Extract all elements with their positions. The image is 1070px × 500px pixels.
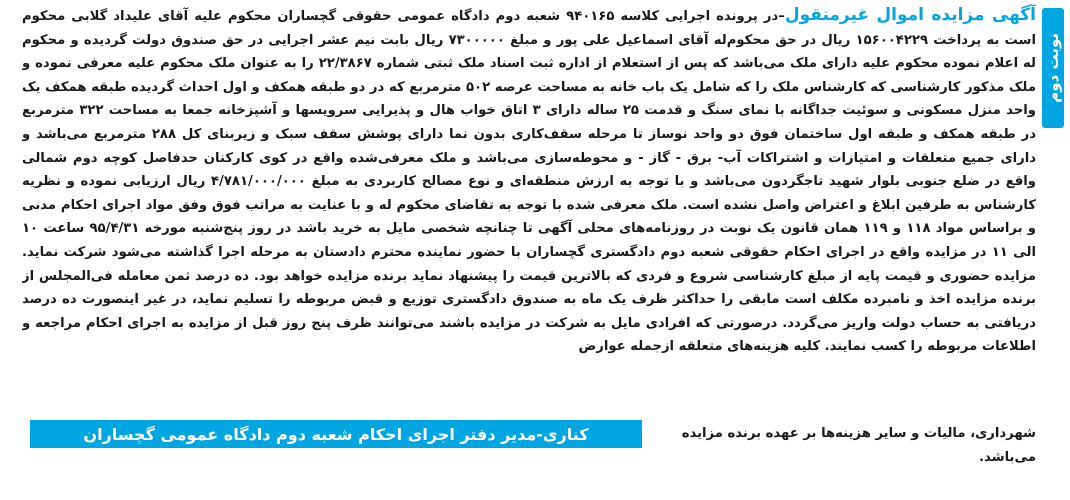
- edition-tab-label: نوبت دوم: [1044, 33, 1062, 103]
- notice-title: آگهی مزایده اموال غیرمنقول: [784, 5, 1036, 25]
- signature-bar: [30, 420, 642, 448]
- notice-body-text: –در پرونده اجرایی کلاسه ۹۴۰۱۶۵ شعبه دوم دادگاه عمومی حقوقی گچساران محکوم علیه آقای علیداد گلابی محکوم است به پرداخت ۱۵۶۰۰۴۲۲۹ ریال در حق محکوم‌له آقای اسماعیل علی پور و مبلغ ۷۳۰۰۰۰۰ ریال بابت نیم عشر اجرایی در حق صندوق دولت گردیده و محکوم له اعلام نموده محکوم علیه دارای ملک می‌باشد که پس از استعلام از اداره ثبت اسناد ملک ثبتی شماره ۲۲/۳۸۶۷ را به عنوان ملک محکوم علیه معرفی نموده و ملک مذکور کارشناسی که کارشناس ملک را که شامل یک باب خانه به مساحت عرصه ۵۰۲ مترمربع که در دو طبقه همکف و اول احداث گردیده طبقه همکف یک واحد منزل مسکونی و سوئیت جداگانه با نمای سنگ و قدمت ۲۵ ساله دارای ۳ اتاق خواب هال و پذیرایی سرویسها و آشپزخانه جمعا به مساحت ۳۲۲ مترمربع در طبقه همکف و طبقه اول ساختمان فوق دو واحد نوساز تا مرحله سقف‌کاری بدون نما دارای پوشش سقف سبک و زیربنای کل ۲۸۸ مترمربع می‌باشد و دارای جمیع متعلقات و امتیازات و اشتراکات آب- برق - گاز - و محوطه‌سازی می‌باشد و ملک معرفی‌شده واقع در کوی کارکنان حدفاصل کوچه دوم شمالی واقع در ضلع جنوبی بلوار شهید تاجگردون می‌باشد و با توجه به ارزش منطقه‌ای و نوع مصالح کاربردی به مبلغ ۴/۷۸۱/۰۰۰/۰۰۰ ریال ارزیابی نموده و نظریه کارشناس به طرفین ابلاغ و اعتراض واصل نشده است. ملک معرفی شده با توجه به تقاضای محکوم له و با عنایت به مراتب فوق وفق مواد اجرای احکام مدنی و براساس مواد ۱۱۸ و ۱۱۹ همان قانون یک نوبت در روزنامه‌های محلی آگهی تا چنانچه شخصی مایل به خرید باشد در روز پنج‌شنبه مورخه ۹۵/۴/۳۱ ساعت ۱۰ الی ۱۱ در مزایده واقع در اجرای احکام حقوقی شعبه دوم دادگستری گچساران با حضور نماینده محترم دادستان به مرحله اجرا گذاشته می‌شود شرکت نماید. مزایده حضوری و قیمت پایه از مبلغ کارشناسی شروع و فردی که بالاترین قیمت را پیشنهاد نماید برنده مزایده خواهد بود. ده درصد ثمن معامله فی‌المجلس از برنده مزایده اخذ و نامبرده مکلف است مابقی را حداکثر ظرف یک ماه به صندوق دادگستری توزیع و قبض مربوطه را تسلیم نماید، در غیر اینصورت ده درصد دریافتی به حساب دولت واریز می‌گردد. درصورتی که افرادی مایل به شرکت در مزایده باشند می‌توانند ظرف پنج روز قبل از مزایده به اجرای احکام مراجعه و اطلاعات مربوطه را کسب نمایند. کلیه هزینه‌های متعلقه ازجمله عوارض: [22, 9, 1036, 355]
- edition-tab: [1042, 8, 1064, 128]
- notice-closing-text: شهرداری، مالیات و سایر هزینه‌ها بر عهده برنده مزایده می‌باشد.: [681, 426, 1036, 465]
- notice-body: [22, 4, 1036, 434]
- signature-text: کناری-مدیر دفتر اجرای احکام شعبه دوم دادگاه عمومی گچساران: [83, 424, 589, 444]
